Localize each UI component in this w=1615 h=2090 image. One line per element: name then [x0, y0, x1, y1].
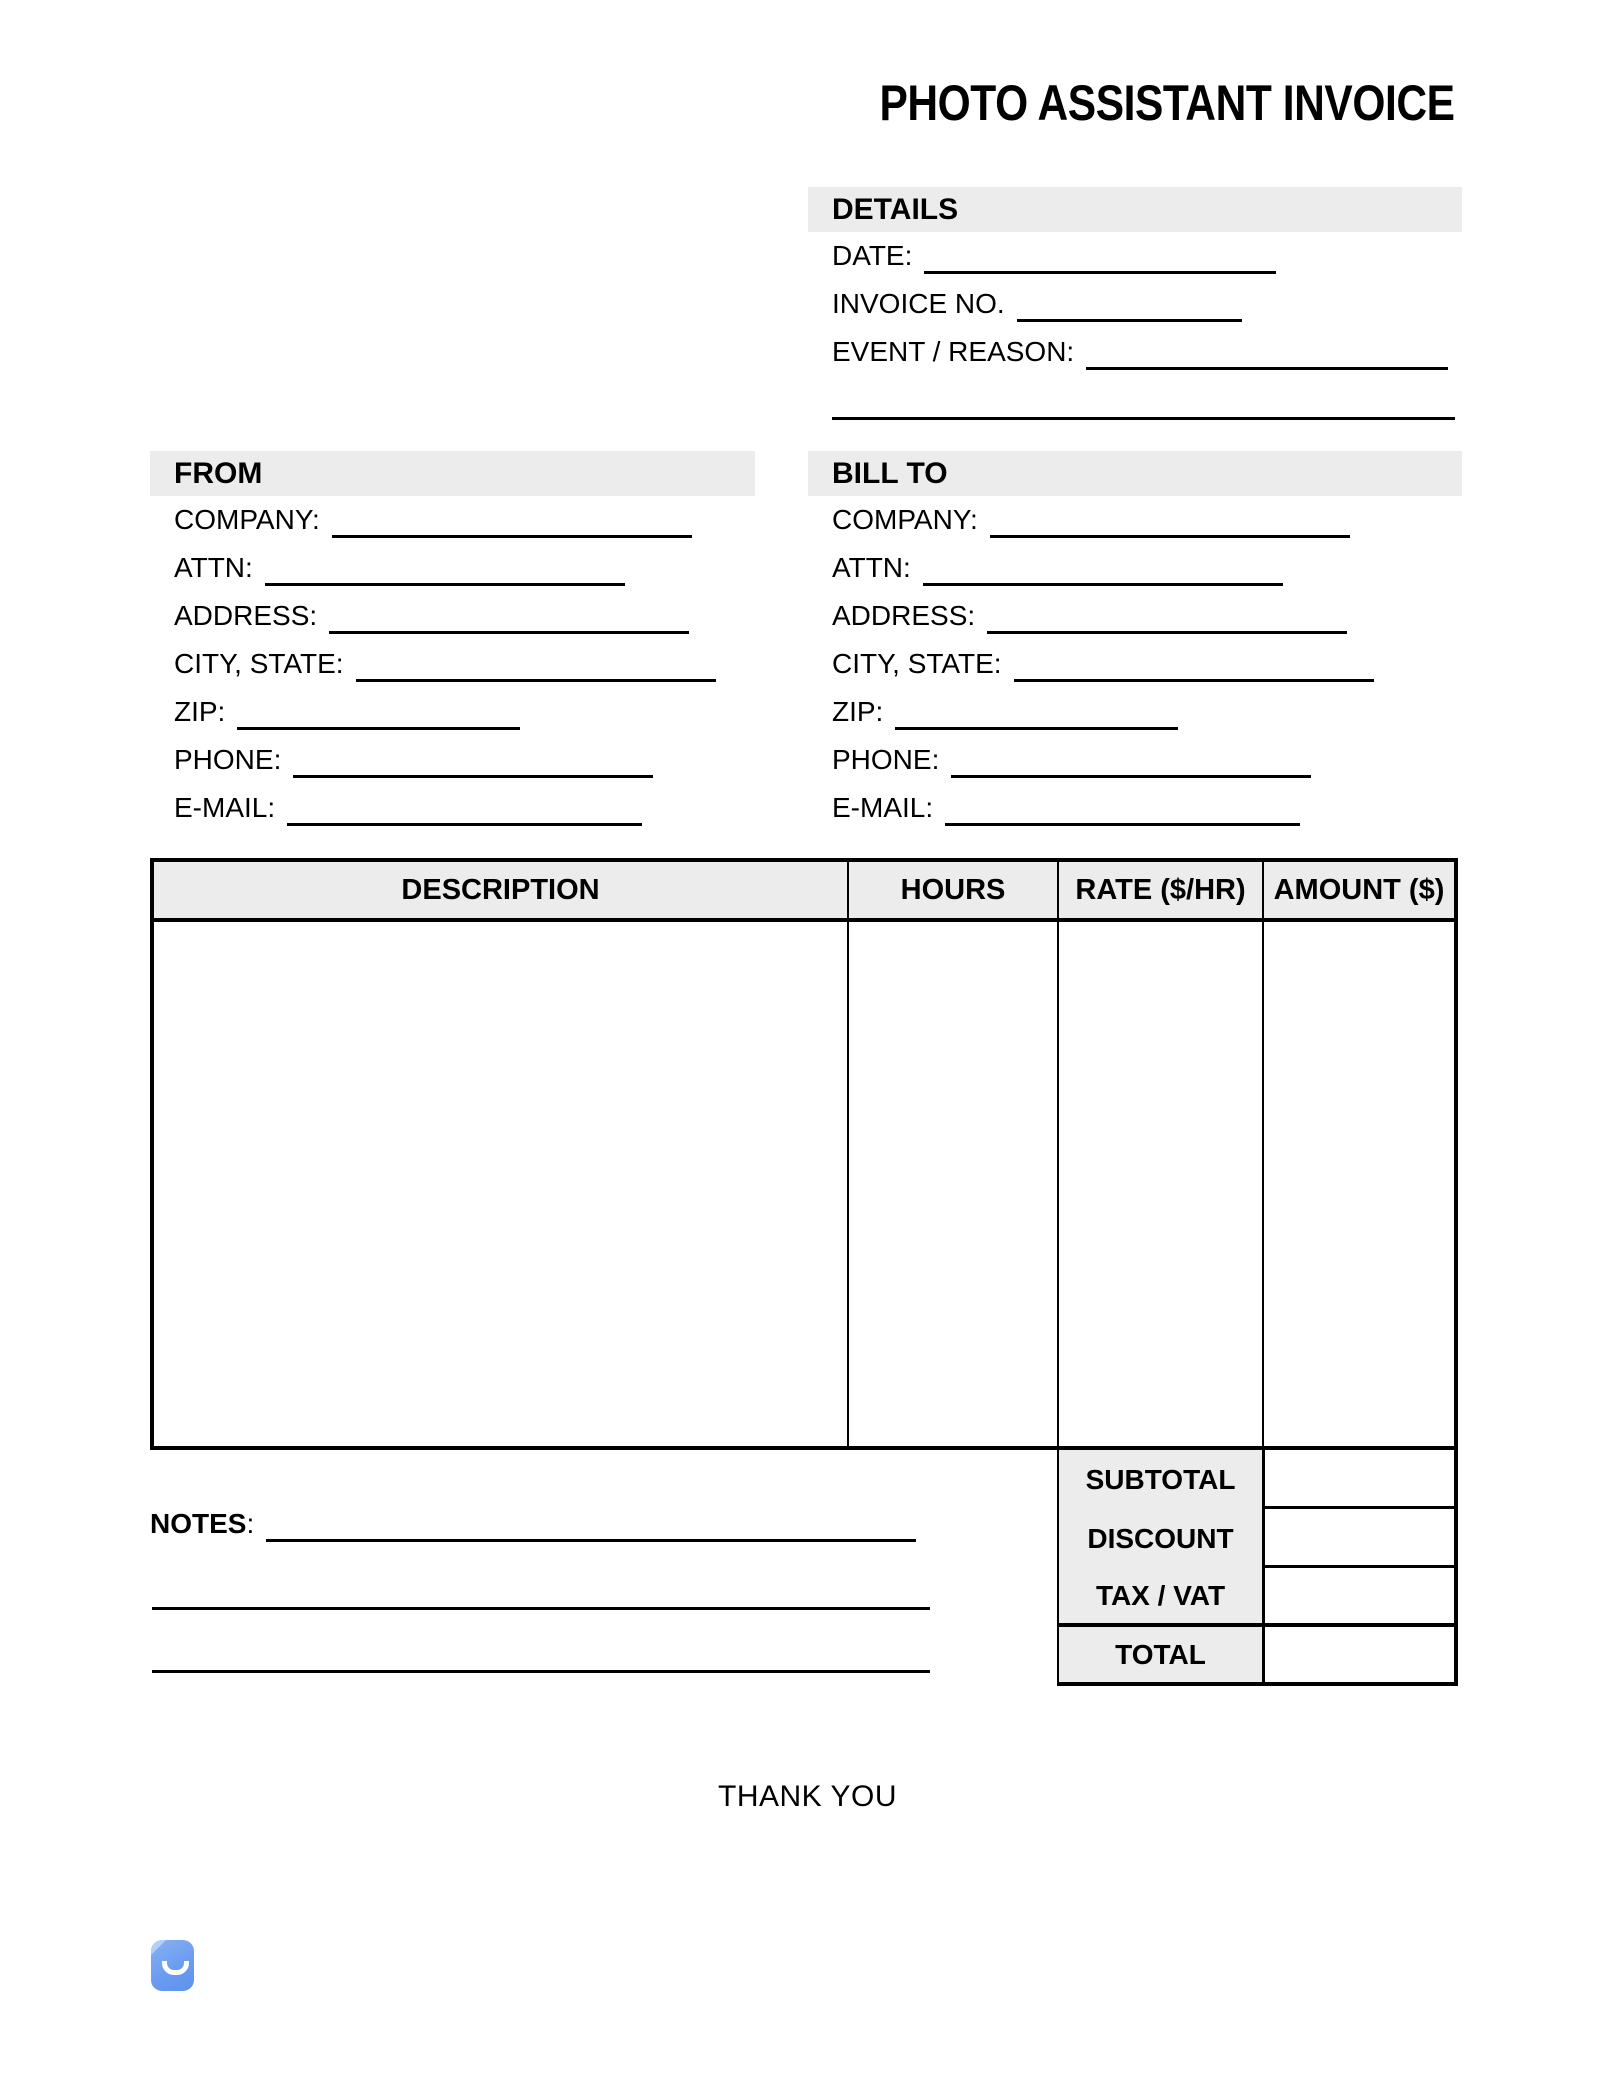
field-invoice-no-label: INVOICE NO. — [832, 288, 1005, 319]
item-cell-rate — [1059, 922, 1264, 1446]
from-email-label: E-MAIL: — [174, 792, 276, 823]
details-section-header: DETAILS — [808, 187, 1462, 232]
item-cell-hours — [849, 922, 1059, 1446]
field-event-reason-line — [1086, 367, 1448, 370]
field-event-reason-continuation-line — [832, 417, 1455, 420]
bill-to-company-line — [990, 535, 1350, 538]
bill-to-zip — [832, 688, 1462, 736]
column-header-amount: AMOUNT ($) — [1273, 873, 1445, 906]
bill-to-address-line — [987, 631, 1347, 634]
notes-separator: : — [246, 1508, 255, 1539]
tax-vat-value — [1262, 1568, 1458, 1627]
field-event-reason — [832, 328, 1462, 376]
bill-to-address — [832, 592, 1462, 640]
from-address-line — [329, 631, 689, 634]
bill-to-city-state — [832, 640, 1462, 688]
bill-to-attn-label: ATTN: — [832, 552, 911, 583]
field-date — [832, 232, 1462, 280]
from-section-header: FROM — [150, 451, 755, 496]
column-header-hours: HOURS — [849, 862, 1059, 918]
from-company-label: COMPANY: — [174, 504, 320, 535]
invoice-maker-logo-icon — [151, 1940, 194, 1991]
total-label: TOTAL — [1057, 1627, 1262, 1686]
column-header-description: DESCRIPTION — [154, 862, 849, 918]
field-event-reason-label: EVENT / REASON: — [832, 336, 1075, 367]
details-section — [808, 187, 1462, 420]
tax-vat-row — [1057, 1568, 1458, 1627]
line-items-table-header — [154, 862, 1454, 922]
bill-to-email — [832, 784, 1462, 832]
line-items-table — [150, 858, 1458, 1450]
bill-to-city-state-line — [1014, 679, 1374, 682]
bill-to-zip-label: ZIP: — [832, 696, 884, 727]
total-row — [1057, 1627, 1458, 1686]
from-address — [174, 592, 755, 640]
bill-to-phone-label: PHONE: — [832, 744, 940, 775]
bill-to-phone — [832, 736, 1462, 784]
bill-to-attn-line — [923, 583, 1283, 586]
notes-line-3 — [152, 1670, 930, 1673]
notes-section — [150, 1500, 916, 1548]
notes-line-2 — [152, 1607, 930, 1610]
page-title: PHOTO ASSISTANT INVOICE — [879, 75, 1455, 131]
item-cell-amount — [1264, 922, 1454, 1446]
details-fields — [808, 232, 1462, 420]
folded-corner-icon — [151, 1940, 166, 1955]
from-email-line — [287, 823, 642, 826]
bill-to-company-label: COMPANY: — [832, 504, 978, 535]
discount-value — [1262, 1509, 1458, 1568]
subtotal-value — [1262, 1450, 1458, 1509]
from-zip — [174, 688, 755, 736]
bill-to-attn — [832, 544, 1462, 592]
from-phone-label: PHONE: — [174, 744, 282, 775]
from-city-state-label: CITY, STATE: — [174, 648, 344, 679]
field-invoice-no-line — [1017, 319, 1242, 322]
subtotal-row — [1057, 1450, 1458, 1509]
discount-row — [1057, 1509, 1458, 1568]
subtotal-label: SUBTOTAL — [1057, 1450, 1262, 1509]
bill-to-phone-line — [951, 775, 1311, 778]
from-company — [174, 496, 755, 544]
bill-to-address-label: ADDRESS: — [832, 600, 976, 631]
bill-to-email-label: E-MAIL: — [832, 792, 934, 823]
from-attn — [174, 544, 755, 592]
bill-to-section — [808, 451, 1462, 832]
bill-to-email-line — [945, 823, 1300, 826]
from-phone — [174, 736, 755, 784]
item-cell-description — [154, 922, 849, 1446]
notes-label: NOTES — [150, 1508, 247, 1539]
from-zip-line — [237, 727, 520, 730]
bill-to-company — [832, 496, 1462, 544]
field-invoice-no — [832, 280, 1462, 328]
from-attn-line — [265, 583, 625, 586]
total-value — [1262, 1627, 1458, 1686]
notes-line-1 — [266, 1539, 916, 1542]
from-email — [174, 784, 755, 832]
notes-row — [150, 1500, 916, 1548]
bill-to-zip-line — [895, 727, 1178, 730]
from-section — [150, 451, 755, 832]
from-attn-label: ATTN: — [174, 552, 253, 583]
thank-you-text: THANK YOU — [718, 1780, 897, 1813]
from-zip-label: ZIP: — [174, 696, 226, 727]
field-date-label: DATE: — [832, 240, 913, 271]
field-date-line — [924, 271, 1276, 274]
bill-to-section-header: BILL TO — [808, 451, 1462, 496]
bill-to-fields — [808, 496, 1462, 832]
line-items-table-body — [154, 922, 1454, 1446]
from-address-label: ADDRESS: — [174, 600, 318, 631]
smile-icon — [162, 1961, 189, 1975]
from-city-state-line — [356, 679, 716, 682]
from-fields — [150, 496, 755, 832]
column-header-rate: RATE ($/HR) — [1059, 862, 1264, 918]
totals-table — [1057, 1450, 1458, 1686]
bill-to-city-state-label: CITY, STATE: — [832, 648, 1002, 679]
discount-label: DISCOUNT — [1057, 1509, 1262, 1568]
tax-vat-label: TAX / VAT — [1057, 1568, 1262, 1627]
from-phone-line — [293, 775, 653, 778]
from-company-line — [332, 535, 692, 538]
from-city-state — [174, 640, 755, 688]
